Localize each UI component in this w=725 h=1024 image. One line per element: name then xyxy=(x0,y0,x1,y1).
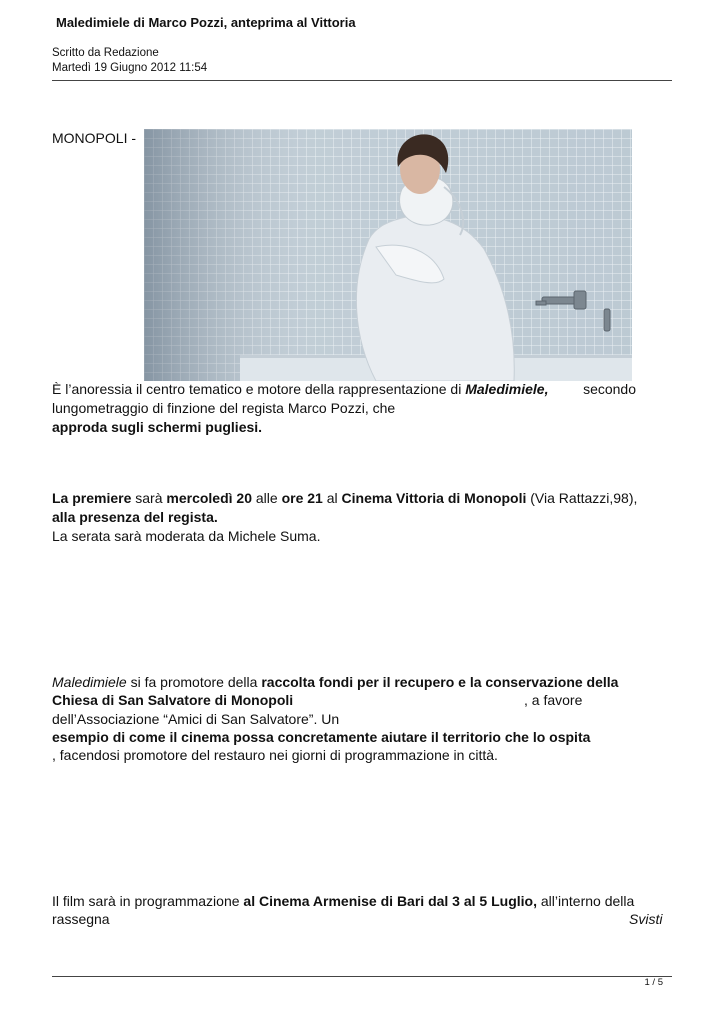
publish-date: Martedì 19 Giugno 2012 11:54 xyxy=(52,62,208,74)
paragraph-4-line-2: rassegna xyxy=(52,911,110,927)
text-run: al Cinema Armenise di Bari dal 3 al 5 Luglio, xyxy=(243,893,537,909)
header-divider xyxy=(52,80,672,81)
film-title: Maledimiele, xyxy=(465,381,549,397)
text-run: si fa promotore della xyxy=(126,674,262,690)
author-line: Scritto da Redazione xyxy=(52,47,159,59)
text-run: all’interno della xyxy=(536,893,635,909)
text-run: È l’anoressia il centro tematico e motore della rappresentazione di xyxy=(52,381,466,397)
text-run: sarà xyxy=(131,490,167,506)
page-number: 1 / 5 xyxy=(644,977,663,988)
paragraph-2-line-1 xyxy=(52,489,637,508)
text-run: ore 21 xyxy=(281,490,323,506)
paragraph-3-line-4: esempio di come il cinema possa concretamente aiutare il territorio che lo ospita xyxy=(52,729,591,745)
festival-name: Svisti xyxy=(629,911,663,927)
paragraph-1-line-3: approda sugli schermi pugliesi. xyxy=(52,419,263,435)
paragraph-2-line-3: La serata sarà moderata da Michele Suma. xyxy=(52,528,321,544)
text-run: La premiere xyxy=(52,490,132,506)
film-title: Maledimiele xyxy=(52,674,127,690)
text-run: Il film sarà in programmazione xyxy=(52,893,244,909)
page-title: Maledimiele di Marco Pozzi, anteprima al Vittoria xyxy=(56,15,356,30)
paragraph-4-line-1 xyxy=(52,892,634,911)
article-photo xyxy=(144,129,632,381)
venue: Cinema Vittoria di Monopoli xyxy=(341,490,527,506)
paragraph-3-line-3: dell’Associazione “Amici di San Salvatore”. Un xyxy=(52,711,340,727)
text-run: (Via Rattazzi,98), xyxy=(526,490,638,506)
paragraph-3-line-2: Chiesa di San Salvatore di Monopoli xyxy=(52,692,294,708)
paragraph-3-line-5: , facendosi promotore del restauro nei giorni di programmazione in città. xyxy=(52,747,498,763)
paragraph-3-line-2-end: , a favore xyxy=(524,692,583,708)
paragraph-1-line-2: lungometraggio di finzione del regista Marco Pozzi, che xyxy=(52,400,396,416)
dateline: MONOPOLI - xyxy=(52,130,137,146)
footer-divider xyxy=(52,976,672,977)
text-run: raccolta fondi per il recupero e la conservazione della xyxy=(261,674,619,690)
text-run: mercoledì 20 xyxy=(166,490,252,506)
text-run: alle xyxy=(252,490,282,506)
paragraph-3-line-1 xyxy=(52,673,618,692)
text-run: secondo xyxy=(583,381,636,397)
paragraph-1-line-1 xyxy=(52,380,636,399)
text-run: al xyxy=(322,490,342,506)
paragraph-2-line-2: alla presenza del regista. xyxy=(52,509,218,525)
